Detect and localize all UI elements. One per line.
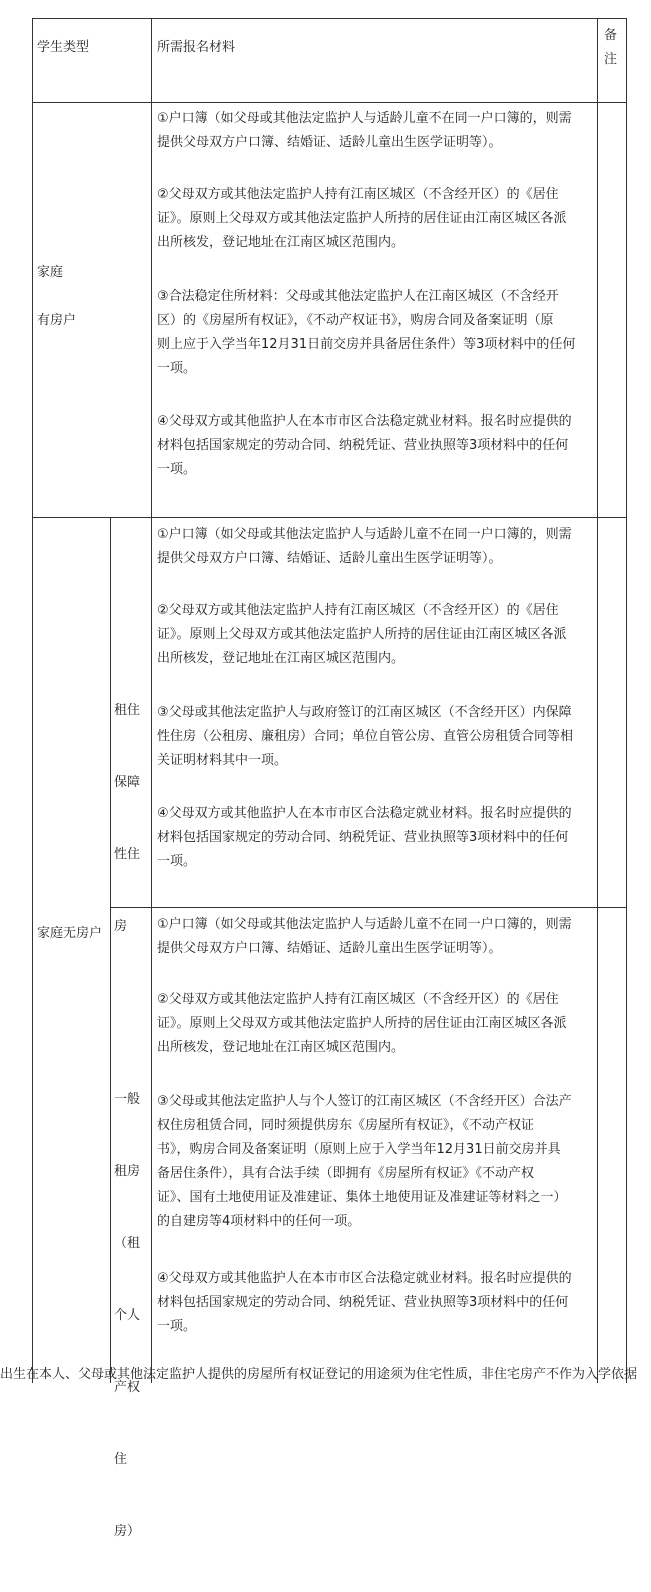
text-line: 材料包括国家规定的劳动合同、纳税凭证、营业执照等3项材料中的任何 [157, 438, 569, 453]
text-line: 提供父母双方户口簿、结婚证、适龄儿童出生医学证明等）。 [157, 551, 502, 566]
text-line: ④父母双方或其他监护人在本市市区合法稳定就业材料。报名时应提供的 [157, 806, 572, 821]
text-line: 区）的《房屋所有权证》，《不动产权证书》，购房合同及备案证明（原 [157, 313, 554, 328]
text-line: 出所核发，登记地址在江南区城区范围内。 [157, 235, 405, 250]
table-border-top [32, 18, 626, 19]
table-border-left [32, 18, 33, 1383]
label-line: 住 [114, 1452, 128, 1467]
house-item-1 [157, 107, 597, 155]
text-line: 一项。 [157, 854, 197, 869]
col-divider-materials [151, 18, 152, 1383]
text-line: 一项。 [157, 361, 197, 376]
label-line: 一般 [114, 1092, 141, 1107]
sub-type-public-housing [114, 651, 140, 987]
sub2-item-1 [157, 913, 597, 961]
text-line: 备居住条件），具有合法手续（即拥有《房屋所有权证》《不动产权 [157, 1166, 535, 1181]
type-house-line2: 有房户 [37, 313, 77, 328]
sub1-item-2 [157, 599, 597, 671]
text-line: ②父母双方或其他法定监护人持有江南区城区（不含经开区）的《居住 [157, 992, 559, 1007]
house-item-3 [157, 285, 597, 381]
text-line: ③合法稳定住所材料：父母或其他法定监护人在江南区城区（不含经开 [157, 289, 559, 304]
sub1-item-3 [157, 701, 597, 773]
text-line: ②父母双方或其他法定监护人持有江南区城区（不含经开区）的《居住 [157, 603, 559, 618]
type-nohouse: 家庭无房户 [37, 926, 103, 941]
header-notes-2: 注 [604, 52, 618, 67]
text-line: ③父母或其他法定监护人与政府签订的江南区城区（不含经开区）内保障 [157, 705, 572, 720]
text-line: ③父母或其他法定监护人与个人签订的江南区城区（不含经开区）合法产 [157, 1094, 572, 1109]
text-line: 证》。原则上父母双方或其他法定监护人所持的居住证由江南区城区各派 [157, 627, 567, 642]
text-line: 权住房租赁合同，同时须提供房东《房屋所有权证》，《不动产权证 [157, 1118, 535, 1133]
text-line: 出所核发，登记地址在江南区城区范围内。 [157, 1040, 405, 1055]
sub1-item-4 [157, 802, 597, 874]
text-line: 材料包括国家规定的劳动合同、纳税凭证、营业执照等3项材料中的任何 [157, 1295, 569, 1310]
text-line: 则上应于入学当年12月31日前交房并具备居住条件）等3项材料中的任何 [157, 337, 576, 352]
col-divider-type [110, 517, 111, 1383]
label-line: 租住 [114, 703, 141, 718]
sub2-item-3 [157, 1090, 597, 1234]
text-line: 性住房（公租房、廉租房）合同；单位自管公房、直管公房租赁合同等相 [157, 729, 574, 744]
text-line: 提供父母双方户口簿、结婚证、适龄儿童出生医学证明等）。 [157, 135, 502, 150]
text-line: 一项。 [157, 1319, 197, 1334]
text-line: ①户口簿（如父母或其他法定监护人与适龄儿童不在同一户口簿的，则需 [157, 111, 572, 126]
header-materials: 所需报名材料 [157, 40, 236, 55]
header-student-type: 学生类型 [37, 40, 90, 55]
text-line: 提供父母双方户口簿、结婚证、适龄儿童出生医学证明等）。 [157, 941, 502, 956]
text-line: 出所核发，登记地址在江南区城区范围内。 [157, 651, 405, 666]
sub2-item-4 [157, 1267, 597, 1339]
sub1-item-1 [157, 523, 597, 571]
text-line: 关证明材料其中一项。 [157, 753, 288, 768]
row-divider [32, 517, 626, 518]
house-item-2 [157, 183, 597, 255]
label-line: 产权 [114, 1380, 141, 1395]
text-line: 证》。原则上父母双方或其他法定监护人所持的居住证由江南区城区各派 [157, 211, 567, 226]
house-item-4 [157, 410, 597, 482]
col-divider-notes [597, 18, 598, 1383]
text-line: 证》。原则上父母双方或其他法定监护人所持的居住证由江南区城区各派 [157, 1016, 567, 1031]
text-line: 书》，购房合同及备案证明（原则上应于入学当年12月31日前交房并具 [157, 1142, 561, 1157]
text-line: 证》、国有土地使用证及准建证、集体土地使用证及准建证等材料之一） [157, 1190, 567, 1205]
header-notes-1: 备 [604, 28, 618, 43]
text-line: ④父母双方或其他监护人在本市市区合法稳定就业材料。报名时应提供的 [157, 1271, 572, 1286]
text-line: 一项。 [157, 462, 197, 477]
text-line: 材料包括国家规定的劳动合同、纳税凭证、营业执照等3项材料中的任何 [157, 830, 569, 845]
type-house-line1: 家庭 [37, 265, 64, 280]
label-line: 房 [114, 919, 128, 934]
label-line: 房） [114, 1524, 141, 1539]
table-border-right [626, 18, 627, 1383]
sub-type-private-rental [114, 1040, 140, 1592]
label-line: 性住 [114, 847, 141, 862]
sub2-item-2 [157, 988, 597, 1060]
label-line: 个人 [114, 1308, 141, 1323]
text-line: ④父母双方或其他监护人在本市市区合法稳定就业材料。报名时应提供的 [157, 414, 572, 429]
text-line: ①户口簿（如父母或其他法定监护人与适龄儿童不在同一户口簿的，则需 [157, 917, 572, 932]
subrow-divider [110, 907, 626, 908]
text-line: ②父母双方或其他法定监护人持有江南区城区（不含经开区）的《居住 [157, 187, 559, 202]
label-line: （租 [114, 1236, 141, 1251]
footnote-text: 出生在本人、父母或其他法定监护人提供的房屋所有权证登记的用途须为住宅性质，非住宅房产不作为入学依据 [0, 1367, 638, 1382]
header-divider [32, 102, 626, 103]
text-line: 的自建房等4项材料中的任何一项。 [157, 1214, 361, 1229]
label-line: 租房 [114, 1164, 141, 1179]
label-line: 保障 [114, 775, 141, 790]
text-line: ①户口簿（如父母或其他法定监护人与适龄儿童不在同一户口簿的，则需 [157, 527, 572, 542]
